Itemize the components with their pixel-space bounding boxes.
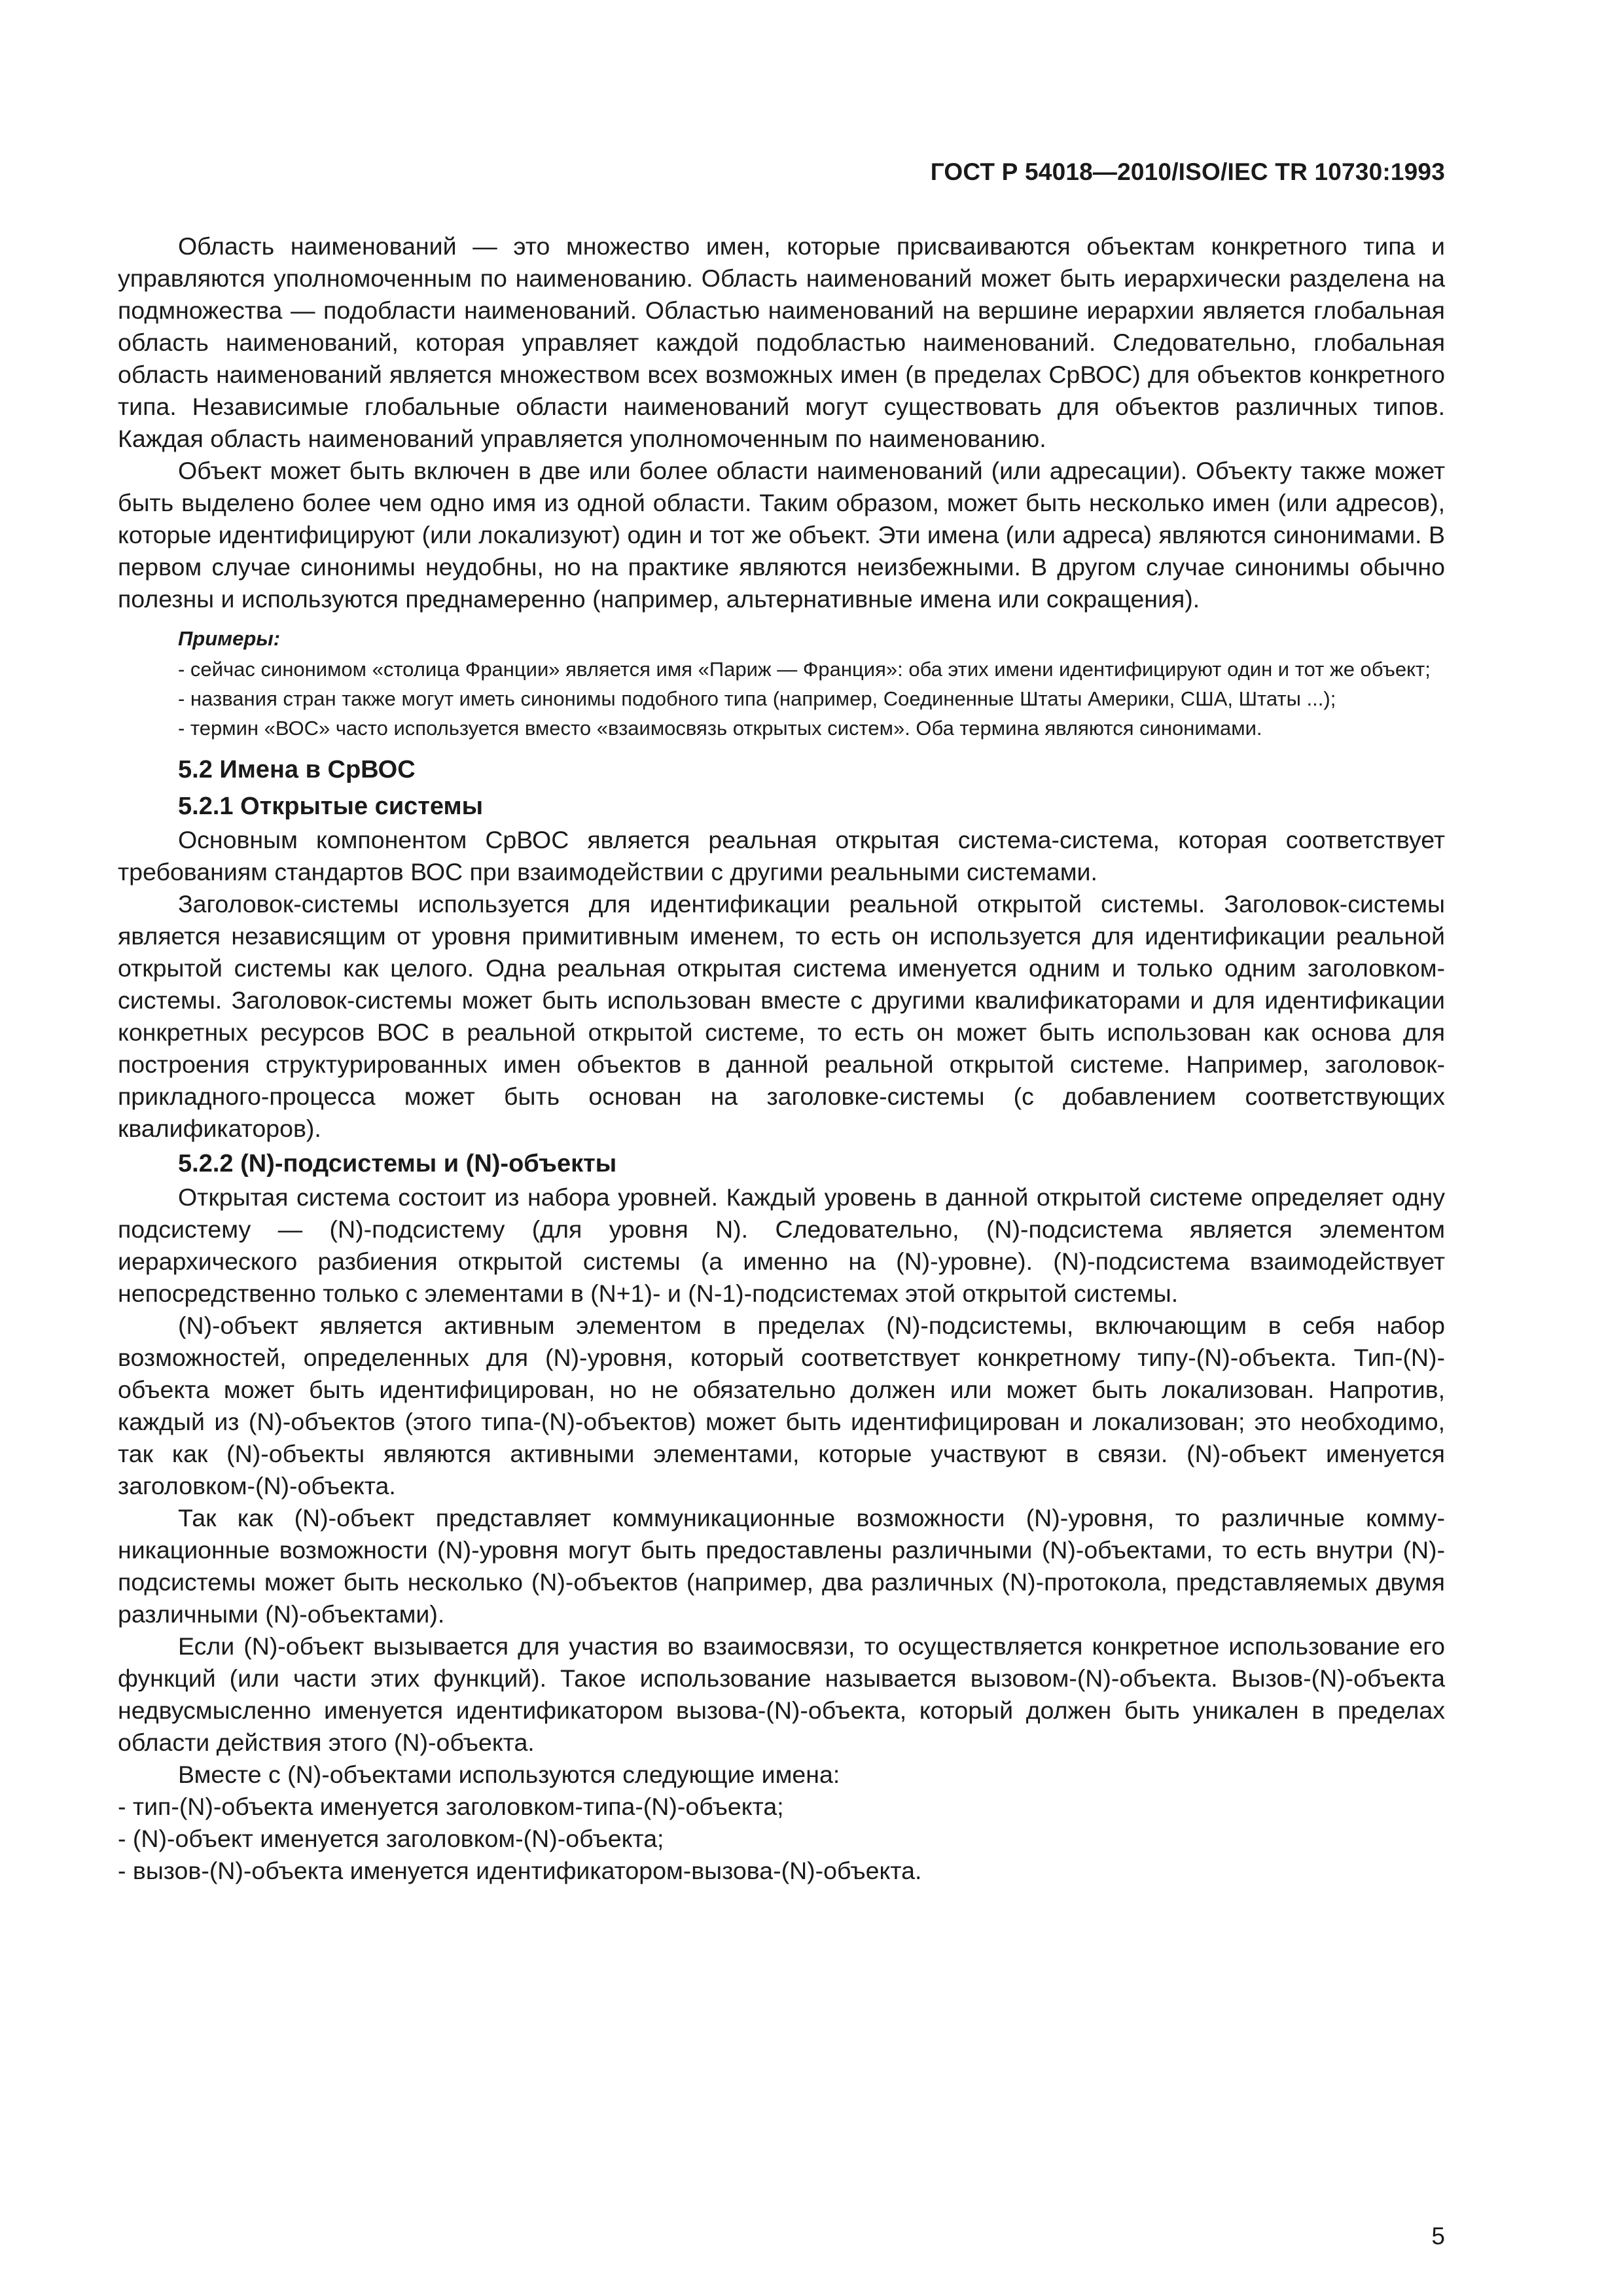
section-5-2-1-title: 5.2.1 Открытые системы	[178, 793, 484, 820]
section-5-2-title: 5.2 Имена в СрВОС	[178, 756, 416, 783]
page-content	[118, 230, 1445, 1887]
section-5-2-2-paragraph-5: Вместе с (N)-объектами используются следующие имена:	[178, 1761, 840, 1788]
example-item-3: - термин «ВОС» часто используется вместо «взаимосвязь открытых систем». Оба термина являются синонимами.	[178, 717, 1262, 740]
section-5-2-2-paragraph-1: Открытая система состоит из набора уровней. Каждый уровень в данной открытой системе определяет одну подсистему — (N)-подсистему (для уровня N). Следовательно, (N)-подсистема является элементом иерархического разбиения открытой системы (а именно на (N)-уровне). (N)-подсистема взаимодействует непосредственно только с элементами в (N+1)- и (N-1)-подсистемах этой открытой системы.	[118, 1183, 1445, 1307]
intro-paragraph-1: Область наименований — это множество имен, которые присваиваются объектам конкретного типа и управляются уполномоченным по наименованию. Область наименований может быть иерархически разделена на подмножества — подобласти наименований. Областью наименований на вершине иерархии является глобальная область наименований, которая управляет каждой подобластью наименований. Следовательно, глобальная область наименований является множеством всех возможных имен (в пределах СрВОС) для объектов конкретного типа. Независимые глобальные области наименований могут существовать для объектов различных типов. Каждая область наименований управляется уполномоченным по наименованию.	[118, 232, 1445, 452]
section-5-2-2-title: 5.2.2 (N)-подсистемы и (N)-объекты	[178, 1150, 617, 1177]
page-number: 5	[1431, 2223, 1445, 2250]
list-item: - (N)-объект именуется заголовком-(N)-объекта;	[118, 1825, 664, 1852]
document-header: ГОСТ Р 54018—2010/ISO/IEC TR 10730:1993	[930, 158, 1445, 185]
section-5-2-2-paragraph-3: Так как (N)-объект представляет коммуникационные возможности (N)-уровня, то различные коммуникационные возможности (N)-уровня могут быть предоставлены различными (N)-объектами, то есть внутри (N)-подсистемы может быть несколько (N)-объектов (например, два различных (N)-протокола, представляемых двумя различными (N)-объектами).	[118, 1504, 1445, 1628]
list-item: - тип-(N)-объекта именуется заголовком-типа-(N)-объекта;	[118, 1793, 784, 1820]
section-5-2-1-paragraph-2: Заголовок-системы используется для идентификации реальной открытой системы. Заголовок-системы является независящим от уровня примитивным именем, то есть он используется для идентификации реальной открытой системы как целого. Одна реальная открытая система именуется одним и только одним заголовком-системы. Заголовок-системы может быть использован вместе с другими квалификаторами и для идентификации конкретных ресурсов ВОС в реальной открытой системе, то есть он может быть использован как основа для построения структурированных имен объектов в данной реальной открытой системе. Например, заголовок-прикладного-процесса может быть основан на заголовке-системы (с добавлением соответствующих квалификаторов).	[118, 890, 1445, 1142]
section-5-2-2-paragraph-4: Если (N)-объект вызывается для участия во взаимосвязи, то осуществляется конкретное использование его функций (или части этих функций). Такое использование называется вызовом-(N)-объекта. Вызов-(N)-объекта недвусмысленно именуется идентификатором вызова-(N)-объекта, который должен быть уникален в пределах области действия этого (N)-объекта.	[118, 1632, 1445, 1756]
intro-paragraph-2: Объект может быть включен в две или более области наименований (или адресации). Объекту также может быть выделено более чем одно имя из одной области. Таким образом, может быть несколько имен (или адресов), которые идентифицируют (или локализуют) один и тот же объект. Эти имена (или адреса) являются синонимами. В первом случае синонимы неудобны, но на практике являются неизбежными. В другом случае синонимы обычно полезны и используются преднамеренно (например, альтернативные имена или сокращения).	[118, 457, 1445, 613]
section-5-2-1-paragraph-1: Основным компонентом СрВОС является реальная открытая система-система, которая соответствует требованиям стандартов ВОС при взаимодействии с другими реальными системами.	[118, 826, 1445, 886]
section-5-2-2-paragraph-2: (N)-объект является активным элементом в пределах (N)-подсистемы, включающим в себя набор возможностей, определенных для (N)-уровня, который соответствует конкретному типу-(N)-объекта. Тип-(N)-объекта может быть идентифицирован, но не обязательно должен или может быть локализован. Напротив, каждый из (N)-объектов (этого типа-(N)-объектов) может быть идентифицирован и локализован; это необходимо, так как (N)-объекты являются активными элементами, которые участвуют в связи. (N)-объект именуется заголовком-(N)-объекта.	[118, 1312, 1445, 1499]
names-list	[118, 1791, 1445, 1887]
example-item-1: - сейчас синонимом «столица Франции» является имя «Париж — Франция»: оба этих имени идентифицируют один и тот же объект;	[178, 658, 1431, 681]
list-item: - вызов-(N)-объекта именуется идентификатором-вызова-(N)-объекта.	[118, 1857, 922, 1884]
examples-title: Примеры:	[178, 627, 281, 650]
examples-block	[118, 655, 1445, 743]
example-item-2: - названия стран также могут иметь синонимы подобного типа (например, Соединенные Штаты Америки, США, Штаты ...);	[178, 687, 1336, 710]
